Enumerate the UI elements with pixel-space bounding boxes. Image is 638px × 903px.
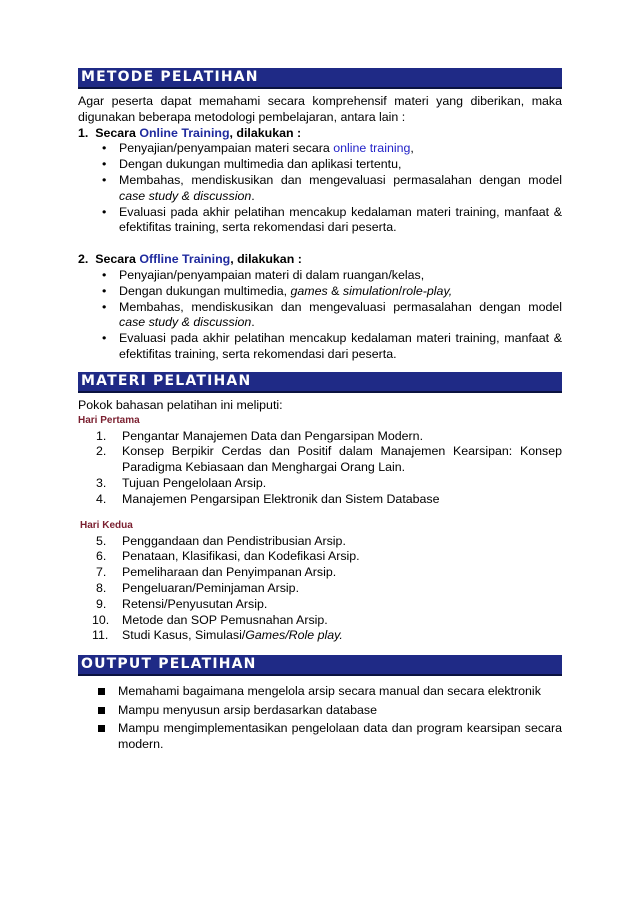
list-item: 5. Penggandaan dan Pendistribusian Arsip.: [96, 533, 346, 548]
list-item: 4. Manajemen Pengarsipan Elektronik dan Sistem Database: [96, 491, 440, 506]
bullet-dot-icon: •: [102, 141, 107, 156]
online-num: 1.: [78, 125, 89, 140]
section-header-materi: MATERI PELATIHAN: [78, 372, 562, 393]
bullet-dot-icon: •: [102, 157, 107, 172]
list-item: • Penyajian/penyampaian materi secara online training,: [102, 141, 414, 156]
list-item: 11. Studi Kasus, Simulasi/Games/Role play.: [92, 628, 343, 643]
day-one-list: [78, 429, 562, 508]
materi-intro: Pokok bahasan pelatihan ini meliputi:: [78, 397, 283, 412]
square-bullet-icon: [98, 707, 105, 714]
offline-list: [78, 268, 562, 363]
list-item: 7. Pemeliharaan dan Penyimpanan Arsip.: [96, 565, 337, 580]
list-item: 10. Metode dan SOP Pemusnahan Arsip.: [92, 612, 328, 627]
square-bullet-icon: [98, 688, 105, 695]
list-item: • Dengan dukungan multimedia, games & simulation/role-play,: [102, 283, 453, 298]
list-item: • Dengan dukungan multimedia dan aplikasi tertentu,: [102, 157, 402, 172]
list-item: 1. Pengantar Manajemen Data dan Pengarsipan Modern.: [96, 428, 424, 443]
list-item: 3. Tujuan Pengelolaan Arsip.: [96, 475, 267, 490]
offline-highlight: Offline Training: [139, 252, 231, 267]
section-header-metode: METODE PELATIHAN: [78, 68, 562, 89]
offline-num: 2.: [78, 252, 89, 267]
list-item: Memahami bagaimana mengelola arsip secara manual dan secara elektronik: [78, 684, 562, 700]
square-bullet-icon: [98, 725, 105, 732]
metode-intro: Agar peserta dapat memahami secara komprehensif materi yang diberikan, maka digunakan beberapa metodologi pembelajaran, antara lain :: [78, 94, 562, 124]
list-item: • Evaluasi pada akhir pelatihan mencakup kedalaman materi training, manfaat & efektifitas training, serta rekomendasi dari peserta.: [102, 204, 562, 235]
bullet-dot-icon: •: [102, 331, 107, 346]
list-item: Mampu menyusun arsip berdasarkan database: [78, 703, 562, 719]
document-page: [78, 68, 562, 752]
list-item: 2. Konsep Berpikir Cerdas dan Positif dalam Manajemen Kearsipan: Konsep Paradigma Kebiasaan dan Menghargai Orang Lain.: [96, 444, 562, 475]
offline-post: , dilakukan :: [230, 252, 302, 267]
online-pre: Secara: [95, 125, 136, 140]
list-item: Mampu mengimplementasikan pengelolaan data dan program kearsipan secara modern.: [78, 721, 562, 753]
list-item: 6. Penataan, Klasifikasi, dan Kodefikasi Arsip.: [96, 549, 360, 564]
list-item: 9. Retensi/Penyusutan Arsip.: [96, 596, 268, 611]
bullet-dot-icon: •: [102, 204, 107, 219]
online-highlight: Online Training: [139, 125, 230, 140]
list-item: • Penyajian/penyampaian materi di dalam ruangan/kelas,: [102, 267, 425, 282]
list-item: • Membahas, mendiskusikan dan mengevaluasi permasalahan dengan model case study & discussion.: [102, 172, 562, 203]
bullet-dot-icon: •: [102, 283, 107, 298]
output-list: [78, 684, 562, 752]
bullet-dot-icon: •: [102, 267, 107, 282]
list-item: • Membahas, mendiskusikan dan mengevaluasi permasalahan dengan model case study & discussion.: [102, 299, 562, 330]
bullet-dot-icon: •: [102, 299, 107, 314]
offline-pre: Secara: [95, 252, 136, 267]
day-one-label: Hari Pertama: [78, 414, 140, 426]
day-two-label: Hari Kedua: [80, 519, 133, 531]
offline-training-heading: [78, 252, 562, 268]
online-training-heading: [78, 126, 562, 142]
list-item: • Evaluasi pada akhir pelatihan mencakup kedalaman materi training, manfaat & efektifitas training, serta rekomendasi dari peserta.: [102, 331, 562, 361]
list-item: 8. Pengeluaran/Peminjaman Arsip.: [96, 580, 300, 595]
bullet-dot-icon: •: [102, 172, 107, 187]
online-post: , dilakukan :: [229, 125, 302, 140]
online-list: [78, 141, 562, 236]
day-two-list: [78, 534, 562, 645]
section-header-output: OUTPUT PELATIHAN: [78, 655, 562, 676]
